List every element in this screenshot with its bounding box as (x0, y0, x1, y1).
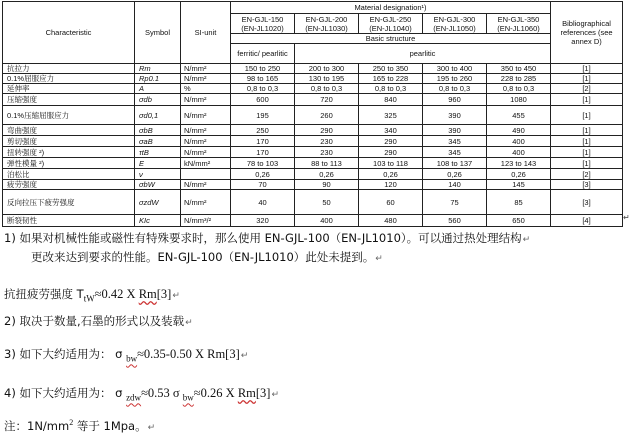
note-4-sub-2: bw (182, 392, 194, 403)
table-row (3, 215, 623, 227)
row-value: 120 (359, 180, 423, 190)
row-reference: [1] (551, 136, 623, 147)
row-reference: [2] (551, 84, 623, 94)
table-end-mark: ↵ (623, 213, 630, 222)
row-value: 0,8 to 0,3 (295, 84, 359, 94)
row-value: 130 to 195 (295, 74, 359, 84)
table-row (3, 180, 623, 190)
row-reference: [3] (551, 180, 623, 190)
note-4-mid: ≈0.53 σ (141, 386, 183, 400)
note-1-line-2-text: 更改来达到要求的性能。EN-GJL-100（EN-JL1010）此处未提到。 (31, 250, 375, 264)
row-reference: [1] (551, 64, 623, 74)
row-value: 390 (423, 125, 487, 136)
table-row (3, 84, 623, 94)
paragraph-mark: ↵ (240, 351, 249, 361)
row-value: 85 (487, 190, 551, 215)
row-value: 195 (231, 106, 295, 125)
row-value: 88 to 113 (295, 158, 359, 169)
header-grade (487, 14, 551, 34)
table-row (3, 147, 623, 158)
table-row (3, 136, 623, 147)
row-unit: kN/mm² (181, 158, 231, 169)
table-row (3, 94, 623, 106)
row-value: 250 (231, 125, 295, 136)
row-value: 90 (295, 180, 359, 190)
row-reference: [1] (551, 94, 623, 106)
grade-code: (EN-JL1020) (241, 23, 284, 33)
row-characteristic: 0.1%屈服应力 (3, 74, 135, 84)
row-value: 390 (423, 106, 487, 125)
grade-code: (EN-JL1050) (433, 23, 476, 33)
row-value: 75 (423, 190, 487, 215)
row-value: 140 (423, 180, 487, 190)
note-4-prefix: 4) 如下大约适用为： σ (4, 386, 127, 400)
row-value: 350 to 450 (487, 64, 551, 74)
unit-note-prefix: 注：1N/mm (4, 419, 70, 434)
row-value: 480 (359, 215, 423, 227)
unit-note-suffix: 等于 1Mpa。 (73, 419, 147, 434)
header-ferritic-pearlitic: ferritic/ pearlitic (231, 44, 295, 64)
row-characteristic: 断裂韧性 (3, 215, 135, 227)
header-grade (231, 14, 295, 34)
row-reference: [1] (551, 158, 623, 169)
grade-code: (EN-JL1060) (497, 23, 540, 33)
note-3-sub: bw (126, 353, 138, 364)
grade-code: (EN-JL1030) (305, 23, 348, 33)
row-value: 400 (487, 147, 551, 158)
note-4 (4, 385, 279, 406)
row-value: 123 to 143 (487, 158, 551, 169)
paragraph-mark: ↵ (147, 423, 156, 434)
torsion-ref: [3] (156, 287, 172, 301)
row-characteristic: 延伸率 (3, 84, 135, 94)
row-value: 400 (295, 215, 359, 227)
row-value: 0,26 (487, 169, 551, 180)
row-value: 70 (231, 180, 295, 190)
row-value: 60 (359, 190, 423, 215)
row-value: 340 (359, 125, 423, 136)
row-symbol: Rm (135, 64, 181, 74)
row-value: 170 (231, 136, 295, 147)
paragraph-mark: ↵ (185, 318, 193, 328)
row-value: 320 (231, 215, 295, 227)
row-value: 600 (231, 94, 295, 106)
row-value: 200 to 300 (295, 64, 359, 74)
table-row (3, 64, 623, 74)
row-value: 0,26 (295, 169, 359, 180)
header-grade (423, 14, 487, 34)
row-reference: [1] (551, 74, 623, 84)
row-value: 560 (423, 215, 487, 227)
row-value: 250 to 350 (359, 64, 423, 74)
row-characteristic: 弯曲强度 (3, 125, 135, 136)
row-value: 145 (487, 180, 551, 190)
row-value: 230 (295, 136, 359, 147)
row-symbol: σd0,1 (135, 106, 181, 125)
row-symbol: A (135, 84, 181, 94)
row-characteristic: 0.1%压缩屈服应力 (3, 106, 135, 125)
row-value: 98 to 165 (231, 74, 295, 84)
row-characteristic: 弹性模量 ²) (3, 158, 135, 169)
row-value: 78 to 103 (231, 158, 295, 169)
note-4-ref: [3] (255, 386, 271, 400)
row-symbol: ν (135, 169, 181, 180)
row-value: 0,26 (359, 169, 423, 180)
row-value: 230 (295, 147, 359, 158)
header-characteristic: Characteristic (3, 2, 135, 64)
row-symbol: σdb (135, 94, 181, 106)
material-properties-table (2, 1, 623, 227)
row-unit: N/mm² (181, 147, 231, 158)
row-characteristic: 反向拉压下疲劳强度 (3, 190, 135, 215)
row-unit: N/mm² (181, 125, 231, 136)
row-reference: [2] (551, 169, 623, 180)
header-basic-structure: Basic structure (231, 34, 551, 44)
note-2-text: 2) 取决于数量,石墨的形式以及装载 (4, 314, 185, 328)
row-value: 720 (295, 94, 359, 106)
note-4-sub-1: zdw (126, 392, 142, 403)
row-unit: N/mm² (181, 64, 231, 74)
table-row (3, 169, 623, 180)
header-si-unit: SI-unit (181, 2, 231, 64)
row-value: 290 (359, 147, 423, 158)
note-1-line-1 (4, 230, 530, 248)
note-4-rm: Rm (237, 386, 256, 400)
row-value: 0,26 (231, 169, 295, 180)
row-value: 400 (487, 136, 551, 147)
row-value: 103 to 118 (359, 158, 423, 169)
note-3-prefix: 3) 如下大约适用为： σ (4, 347, 127, 361)
row-unit: N/mm² (181, 106, 231, 125)
row-reference: [1] (551, 147, 623, 158)
table-row (3, 106, 623, 125)
torsion-prefix: 抗扭疲劳强度 T (4, 287, 84, 301)
row-value: 50 (295, 190, 359, 215)
row-characteristic: 压缩强度 (3, 94, 135, 106)
header-bibliographical: Bibliographical references (see annex D) (551, 2, 623, 64)
header-grade (295, 14, 359, 34)
row-symbol: σzdW (135, 190, 181, 215)
row-unit: % (181, 84, 231, 94)
header-symbol: Symbol (135, 2, 181, 64)
row-reference: [3] (551, 190, 623, 215)
table-row (3, 190, 623, 215)
grade-name: EN-GJL-150 (241, 14, 284, 24)
header-grade (359, 14, 423, 34)
row-value: 108 to 137 (423, 158, 487, 169)
row-symbol: E (135, 158, 181, 169)
torsion-fatigue-line (4, 286, 180, 307)
paragraph-mark: ↵ (172, 291, 180, 301)
row-value: 345 (423, 147, 487, 158)
unit-note-sup: 2 (69, 418, 74, 427)
note-1-line-1-text: 1) 如果对机械性能或磁性有特殊要求时，那么使用 EN-GJL-100（EN-JL1010）。可以通过热处理结构 (4, 231, 522, 245)
row-unit: N/mm² (181, 180, 231, 190)
row-characteristic: 泊松比 (3, 169, 135, 180)
row-unit: N/mm² (181, 74, 231, 84)
row-characteristic: 疲劳强度 (3, 180, 135, 190)
row-value: 260 (295, 106, 359, 125)
row-characteristic: 抗拉力 (3, 64, 135, 74)
row-value: 228 to 285 (487, 74, 551, 84)
row-value: 195 to 260 (423, 74, 487, 84)
grade-name: EN-GJL-200 (305, 14, 348, 24)
note-3-suffix: ≈0.35-0.50 X Rm[3] (137, 347, 240, 361)
row-value: 960 (423, 94, 487, 106)
row-unit (181, 169, 231, 180)
grade-name: EN-GJL-250 (369, 14, 412, 24)
row-symbol: σbW (135, 180, 181, 190)
note-3 (4, 346, 248, 367)
row-value: 0,26 (423, 169, 487, 180)
row-reference: [1] (551, 106, 623, 125)
row-symbol: KIc (135, 215, 181, 227)
row-value: 345 (423, 136, 487, 147)
row-symbol: σbB (135, 125, 181, 136)
row-value: 455 (487, 106, 551, 125)
row-value: 165 to 228 (359, 74, 423, 84)
row-value: 170 (231, 147, 295, 158)
row-symbol: Rp0.1 (135, 74, 181, 84)
unit-note (4, 415, 155, 436)
row-value: 300 to 400 (423, 64, 487, 74)
row-value: 0,8 to 0,3 (423, 84, 487, 94)
row-value: 40 (231, 190, 295, 215)
torsion-suffix: ≈0.42 X (94, 287, 139, 301)
row-value: 0,8 to 0,3 (487, 84, 551, 94)
grade-name: EN-GJL-300 (433, 14, 476, 24)
torsion-rm: Rm (138, 287, 157, 301)
row-reference: [1] (551, 125, 623, 136)
row-characteristic: 剪切强度 (3, 136, 135, 147)
row-unit: N/mm³/² (181, 215, 231, 227)
row-value: 1080 (487, 94, 551, 106)
row-symbol: σaB (135, 136, 181, 147)
torsion-sub: tW (83, 293, 95, 304)
row-value: 325 (359, 106, 423, 125)
row-value: 150 to 250 (231, 64, 295, 74)
row-value: 840 (359, 94, 423, 106)
grade-name: EN-GJL-350 (497, 14, 540, 24)
paragraph-mark: ↵ (522, 235, 531, 245)
grade-code: (EN-JL1040) (369, 23, 412, 33)
row-value: 650 (487, 215, 551, 227)
table-row (3, 158, 623, 169)
row-unit: N/mm² (181, 94, 231, 106)
header-pearlitic: pearlitic (295, 44, 551, 64)
row-value: 490 (487, 125, 551, 136)
row-unit: N/mm² (181, 190, 231, 215)
header-material-designation: Material designation¹) (231, 2, 551, 14)
row-unit: N/mm² (181, 136, 231, 147)
row-characteristic: 扭转强度 ²) (3, 147, 135, 158)
row-value: 0,8 to 0,3 (231, 84, 295, 94)
note-2 (4, 313, 193, 331)
note-1-line-2 (31, 249, 383, 267)
row-reference: [4] (551, 215, 623, 227)
row-value: 290 (359, 136, 423, 147)
paragraph-mark: ↵ (271, 390, 279, 400)
row-value: 0,8 to 0,3 (359, 84, 423, 94)
table-row (3, 125, 623, 136)
row-value: 290 (295, 125, 359, 136)
paragraph-mark: ↵ (375, 254, 383, 264)
row-symbol: τtB (135, 147, 181, 158)
table-row (3, 74, 623, 84)
note-4-suffix: ≈0.26 X (193, 386, 238, 400)
